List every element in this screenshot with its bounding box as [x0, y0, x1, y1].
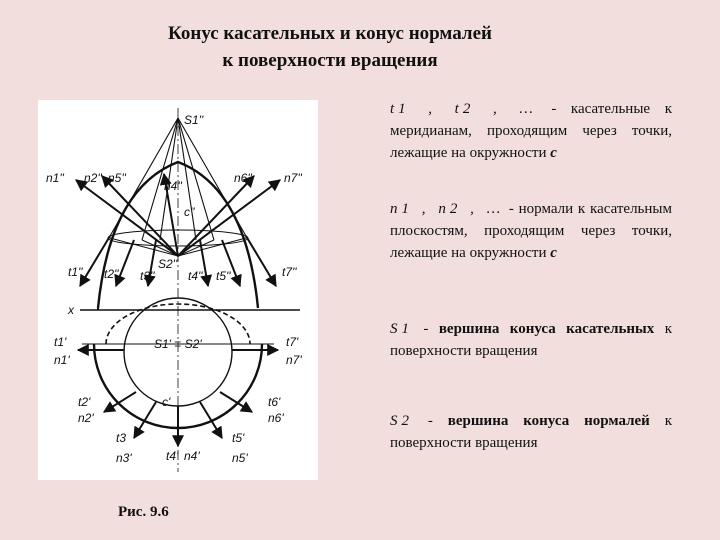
label-t4-top: t4'' [188, 269, 203, 283]
label-n1-top: n1'' [46, 171, 64, 185]
label-n6-top: n6'' [234, 171, 252, 185]
label-t1-bot: t1' [54, 335, 67, 349]
label-n6-bot: n6' [268, 411, 284, 425]
s2-bold: вершина конуса нормалей [447, 413, 650, 429]
label-t3-bot: t3 [116, 431, 127, 445]
tangent-symbols: t1 , t2 , … [390, 101, 537, 117]
label-t2-bot: t2' [78, 395, 91, 409]
drawing-svg [38, 100, 318, 480]
s1-rest: к поверхности вращения [390, 321, 672, 359]
label-n5-top: n5'' [108, 171, 126, 185]
tangent-var: c [550, 145, 561, 161]
s1-symbol: S1 [390, 321, 413, 337]
label-n5-bot: n5' [232, 451, 248, 465]
description-s2 [390, 410, 672, 454]
label-n2-top: n2'' [84, 171, 102, 185]
label-n4-bot: n4' [184, 449, 200, 463]
normal-var: c [550, 245, 561, 261]
label-t5-bot: t5' [232, 431, 245, 445]
s1-bold: вершина конуса касательных [438, 321, 655, 337]
s2-dash: - [413, 413, 448, 429]
s2-rest: к поверхности вращения [390, 413, 672, 451]
label-n7-bot: n7' [286, 353, 302, 367]
description-normals [390, 198, 672, 264]
label-x-axis: x [68, 303, 74, 317]
label-c-lower: c' [162, 395, 171, 409]
label-t6-bot: t6' [268, 395, 281, 409]
label-t7-top: t7'' [282, 265, 297, 279]
label-n1-bot: n1' [54, 353, 70, 367]
slide-title-line-2: к поверхности вращения [222, 50, 438, 71]
description-tangents [390, 98, 672, 164]
label-n4-top: n4'' [164, 179, 182, 193]
normal-symbols: n1 , n2 , … [390, 201, 505, 217]
label-n7-top: n7'' [284, 171, 302, 185]
s1-dash: - [413, 321, 439, 337]
tangent-text: - касательные к меридианам, проходящим через точки, лежащие на окружности [390, 101, 672, 161]
label-s-bottom: S1' ≡ S2' [154, 337, 202, 351]
label-t7-bot: t7' [286, 335, 299, 349]
description-s1 [390, 318, 672, 362]
label-t4-bot: t4' [166, 449, 179, 463]
s2-symbol: S2 [390, 413, 413, 429]
label-n3-bot: n3' [116, 451, 132, 465]
label-t3-top: t3'' [140, 269, 155, 283]
technical-drawing [38, 100, 318, 480]
label-t2-top: t2'' [104, 267, 119, 281]
label-t1-top: t1'' [68, 265, 83, 279]
label-s2: S2'' [158, 257, 178, 271]
slide-title-line-1: Конус касательных и конус нормалей [168, 23, 492, 44]
figure-caption: Рис. 9.6 [118, 504, 169, 520]
label-n2-bot: n2' [78, 411, 94, 425]
label-t5-top: t5'' [216, 269, 231, 283]
label-s1: S1'' [184, 113, 204, 127]
label-c-upper: c'' [184, 205, 195, 219]
slide-title [0, 20, 660, 74]
normal-text: - нормали к касательным плоскостям, проходящим через точки, лежащие на окружности [390, 201, 672, 261]
